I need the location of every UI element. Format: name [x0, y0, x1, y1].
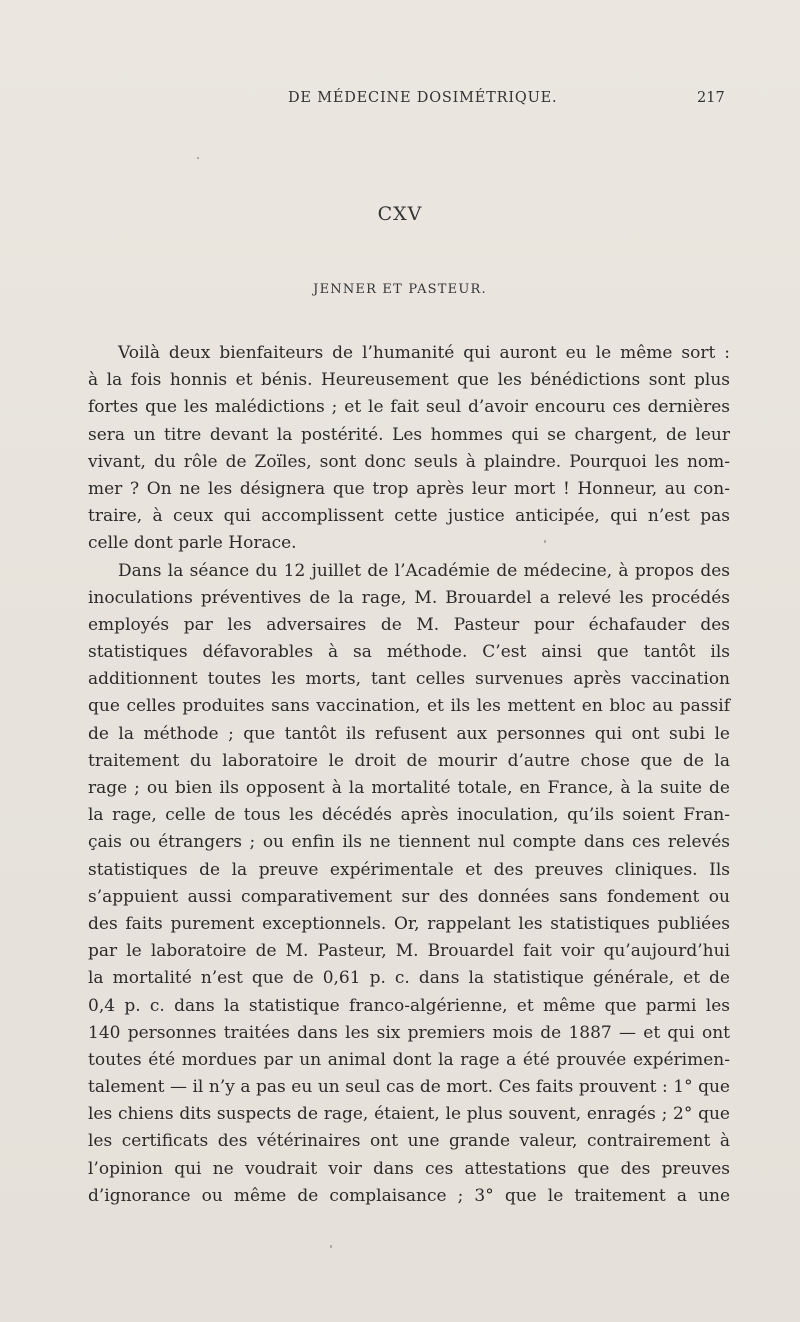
running-title: DE MÉDECINE DOSIMÉTRIQUE. [288, 90, 558, 106]
text-line: additionnent toutes les morts, tant celles survenues après vaccination [88, 669, 730, 690]
text-line: la rage, celle de tous les décédés après inoculation, qu’ils soient Fran- [88, 805, 730, 826]
text-line: traitement du laboratoire le droit de mourir d’autre chose que de la [88, 750, 730, 771]
text-line: statistiques de la preuve expérimentale et des preuves cliniques. Ils [88, 859, 730, 880]
text-line: inoculations préventives de la rage, M. Brouardel a relevé les procédés [88, 587, 730, 608]
text-line: s’appuient aussi comparativement sur des données sans fondement ou [88, 886, 730, 907]
text-line: Dans la séance du 12 juillet de l’Académie de médecine, à propos des [118, 560, 730, 581]
text-line: rage ; ou bien ils opposent à la mortalité totale, en France, à la suite de [88, 778, 730, 798]
text-line: les chiens dits suspects de rage, étaient, le plus souvent, enragés ; 2° que [88, 1104, 730, 1125]
body-text [88, 340, 730, 1210]
text-line: 0,4 p. c. dans la statistique franco-algérienne, et même que parmi les [88, 995, 730, 1016]
paper-speck [330, 1245, 332, 1248]
chapter-title: JENNER ET PASTEUR. [313, 282, 487, 297]
paper-speck [197, 157, 199, 159]
text-line: d’ignorance ou même de complaisance ; 3° que le traitement a une [88, 1185, 730, 1206]
text-line: que celles produites sans vaccination, et ils les mettent en bloc au passif [88, 696, 730, 717]
text-line: des faits purement exceptionnels. Or, rappelant les statistiques publiées [88, 913, 730, 934]
text-line: par le laboratoire de M. Pasteur, M. Brouardel fait voir qu’aujourd’hui [88, 941, 730, 962]
text-line: celle dont parle Horace. [88, 533, 297, 554]
text-line: employés par les adversaires de M. Pasteur pour échafauder des [88, 614, 730, 635]
text-line: l’opinion qui ne voudrait voir dans ces attestations que des preuves [88, 1158, 730, 1179]
text-line: traire, à ceux qui accomplissent cette justice anticipée, qui n’est pas [88, 506, 730, 527]
text-line: talement — il n’y a pas eu un seul cas de mort. Ces faits prouvent : 1° que [88, 1077, 730, 1098]
text-line: statistiques défavorables à sa méthode. C’est ainsi que tantôt ils [88, 642, 730, 663]
text-line: 140 personnes traitées dans les six premiers mois de 1887 — et qui ont [88, 1022, 730, 1043]
text-line: la mortalité n’est que de 0,61 p. c. dans la statistique générale, et de [88, 968, 730, 989]
text-line: les certificats des vétérinaires ont une grande valeur, contrairement à [88, 1131, 730, 1152]
text-line: Voilà deux bienfaiteurs de l’humanité qui auront eu le même sort : [118, 343, 730, 363]
page-number: 217 [697, 90, 725, 106]
text-line: sera un titre devant la postérité. Les hommes qui se chargent, de leur [88, 424, 730, 445]
chapter-number: CXV [377, 203, 423, 225]
running-head [0, 90, 800, 112]
paper-speck [544, 540, 546, 543]
text-line: mer ? On ne les désignera que trop après leur mort ! Honneur, au con- [88, 478, 730, 499]
text-line: çais ou étrangers ; ou enfin ils ne tiennent nul compte dans ces relevés [88, 832, 730, 853]
text-line: vivant, du rôle de Zoïles, sont donc seuls à plaindre. Pourquoi les nom- [88, 451, 730, 472]
text-line: toutes été mordues par un animal dont la rage a été prouvée expérimen- [88, 1049, 730, 1070]
text-line: de la méthode ; que tantôt ils refusent aux personnes qui ont subi le [88, 723, 730, 744]
text-line: à la fois honnis et bénis. Heureusement que les bénédictions sont plus [88, 370, 730, 391]
text-line: fortes que les malédictions ; et le fait seul d’avoir encouru ces dernières [88, 397, 730, 418]
